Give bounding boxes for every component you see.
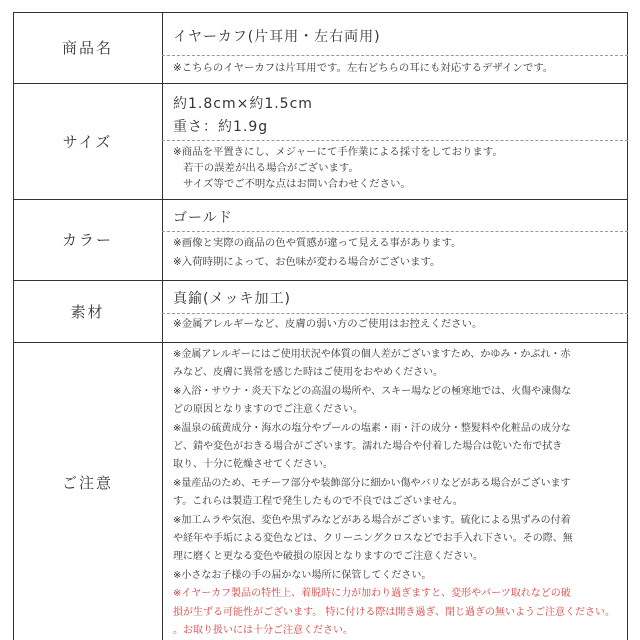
caution-red-line	[173, 622, 623, 640]
product-name-value: イヤーカフ(片耳用・左右両用)	[173, 29, 381, 45]
caution-line: ※金属アレルギーにはご使用状況や体質の個人差がございますため、かゆみ・かぶれ・赤	[173, 349, 571, 360]
size-label: サイズ	[62, 132, 113, 151]
material-label: 素材	[70, 302, 105, 321]
row-separator	[162, 140, 628, 141]
caution-line: 取り、十分に乾燥させてください。	[173, 459, 333, 471]
size-note-1: ※商品を平置きにし、メジャーにて手作業による採寸をしております。	[173, 146, 503, 158]
caution-label: ご注意	[61, 473, 113, 492]
size-dimensions: 約1.8cm×約1.5cm	[173, 96, 313, 112]
caution-red-text: ※イヤーカフ製品の特性上、着脱時に力が加わり過ぎますと、変形やパーツ取れなどの破	[173, 588, 571, 600]
caution-line: ※小さなお子様の手の届かない場所に保管してください。	[173, 569, 432, 581]
size-weight: 重さ：約1.9g	[173, 119, 269, 135]
material-value: 真鍮(メッキ加工)	[173, 291, 291, 307]
size-note-2: 若干の誤差が出る場合がございます。	[183, 162, 359, 174]
row-separator	[162, 55, 628, 56]
row-separator	[162, 231, 628, 232]
caution-red-text: 損が生ずる可能性がございます。 特に付ける際は開き過ぎ、閉じ過ぎの無いようご注意ください。	[173, 606, 615, 618]
caution-line: や経年や手垢による変色などは、クリーニングクロスなどでお手入れ下さい。その際、無	[173, 533, 573, 544]
caution-line: ど、錆や変色がおきる場合がございます。濡れた場合や付着した場合は乾いた布で拭き	[173, 441, 563, 452]
color-note-2: ※入荷時期によって、お色味が変わる場合がございます。	[173, 256, 441, 268]
caution-line: ※温泉の硫黄成分・海水の塩分やプールの塩素・雨・汗の成分・整髪料や化粧品の成分な	[173, 422, 571, 434]
caution-red-line	[173, 604, 623, 622]
color-label: カラー	[61, 231, 113, 249]
product-name-label: 商品名	[61, 39, 113, 57]
material-note: ※金属アレルギーなど、皮膚の弱い方のご使用はお控えください。	[173, 318, 483, 330]
caution-line: みなど、皮膚に異常を感じた時はご使用をおやめください。	[173, 367, 443, 379]
caution-red-text: 。お取り扱いには十分ご注意ください。	[173, 625, 353, 636]
caution-line: どの原因となりますのでご注意ください。	[173, 404, 363, 416]
table-right-border	[627, 12, 628, 640]
caution-red-line	[173, 585, 623, 603]
caution-line: ※量産品のため、モチーフ部分や装飾部分に細かい傷やバリなどがある場合がございます	[173, 477, 571, 489]
color-note-1: ※画像と実際の商品の色や質感が違って見える事があります。	[173, 237, 462, 249]
product-name-note: ※こちらのイヤーカフは片耳用です。左右どちらの耳にも対応するデザインです。	[173, 62, 554, 74]
color-value: ゴールド	[173, 210, 233, 226]
caution-line: ※加工ムラや気泡、変色や黒ずみなどがある場合がございます。硫化による黒ずみの付着	[173, 514, 571, 526]
caution-line: す。これらは製造工程で発生したもので不良ではございません。	[173, 496, 463, 508]
caution-line: 理に磨くと更なる変色や破損の原因となりますのでご注意ください。	[173, 551, 483, 563]
label-divider	[162, 12, 163, 640]
size-note-3: サイズ等でご不明な点はお問い合わせください。	[183, 178, 411, 190]
caution-line: ※入浴・サウナ・炎天下などの高温の場所や、スキー場などの極寒地では、火傷や凍傷な	[173, 385, 572, 397]
